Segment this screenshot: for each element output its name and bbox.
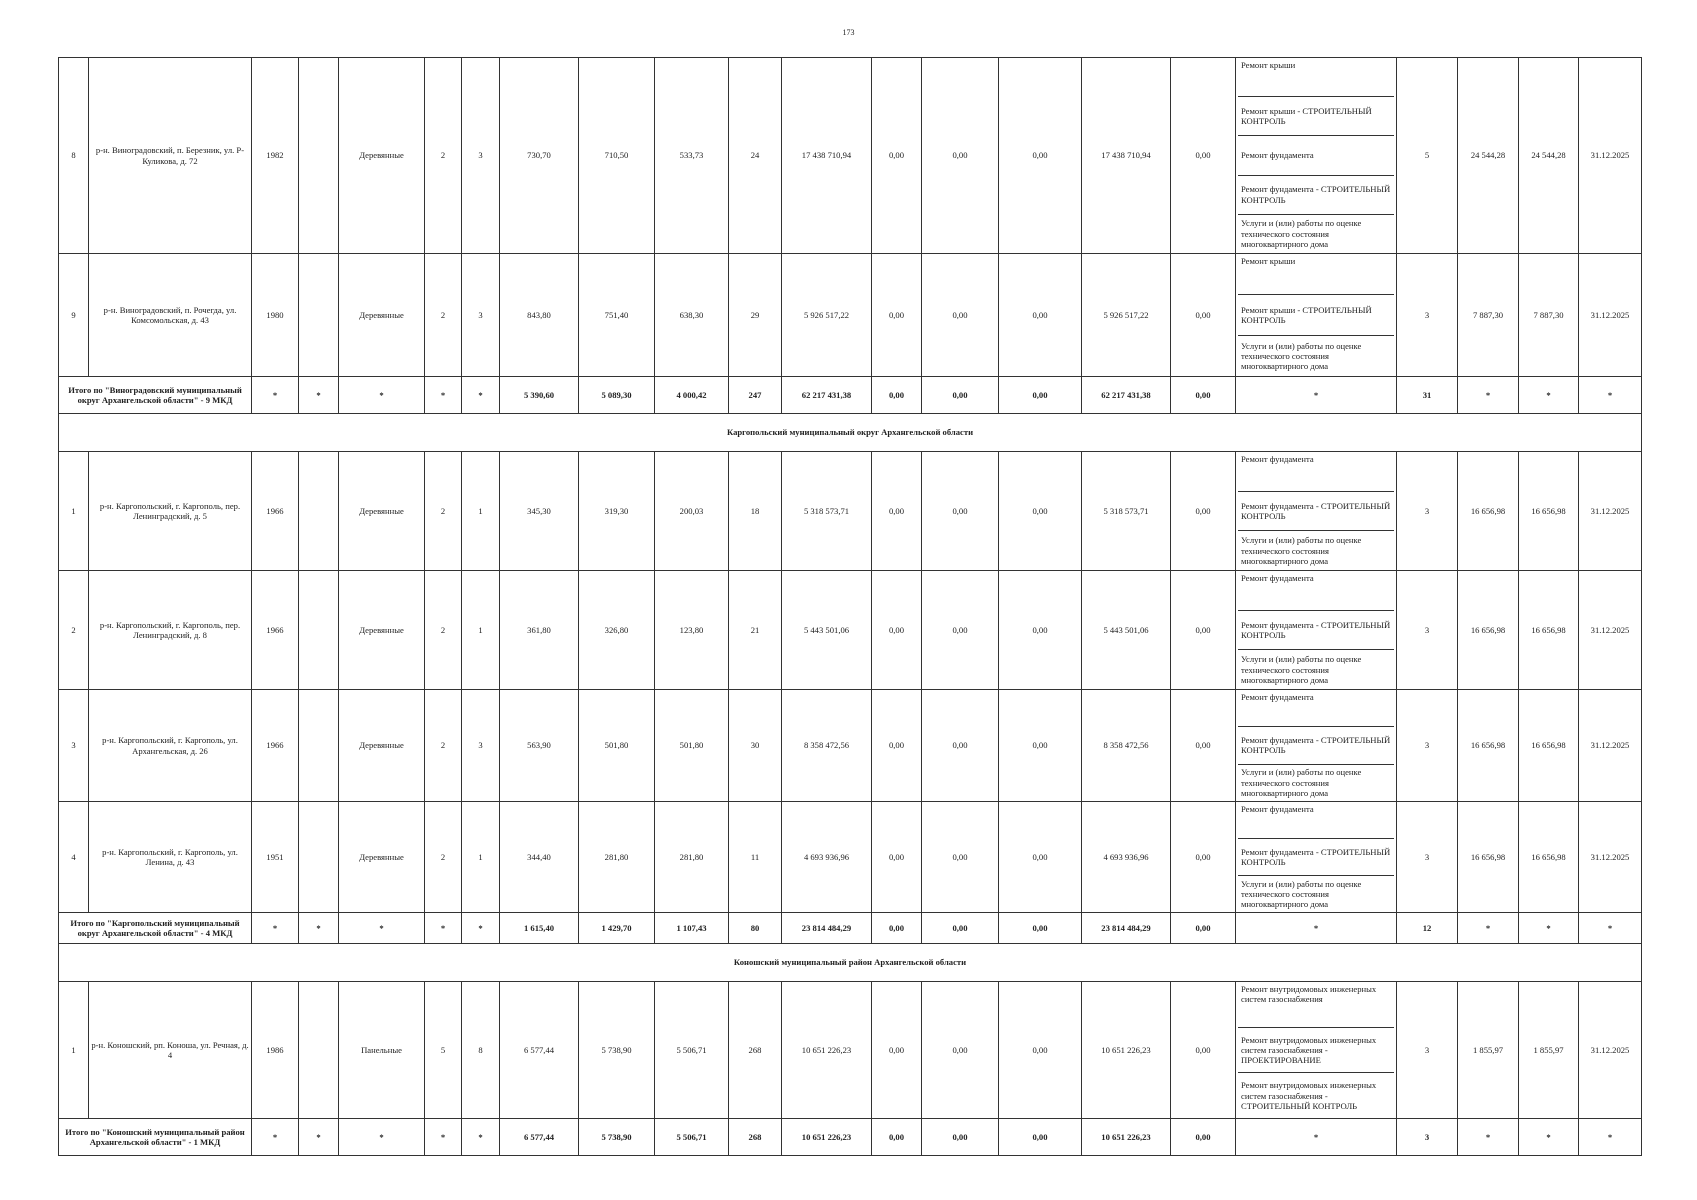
premises-area: 326,80	[579, 571, 655, 690]
funding-regional: 0,00	[922, 571, 999, 690]
star-mark: *	[1519, 913, 1579, 944]
house-address: р-н. Виноградовский, п. Березник, ул. Р-Куликова, д. 72	[89, 58, 252, 254]
commissioning-year: 1986	[252, 982, 299, 1119]
star-mark: *	[1236, 377, 1397, 414]
section-header-row	[59, 944, 1642, 982]
work-item: Ремонт фундамента	[1238, 136, 1394, 175]
total-area: 345,30	[500, 452, 579, 571]
star-mark: *	[1236, 1119, 1397, 1156]
subtotal-label: Итого по "Виноградовский муниципальный округ Архангельской области" - 9 МКД	[59, 377, 252, 414]
funding-owners: 4 693 936,96	[1082, 802, 1171, 913]
works-list-cell	[1236, 58, 1397, 254]
residential-area: 123,80	[655, 571, 729, 690]
unit-cost: 16 656,98	[1458, 452, 1519, 571]
residents-count: 29	[729, 254, 782, 377]
subtotal-residential-area: 4 000,42	[655, 377, 729, 414]
entrances-count: 3	[462, 254, 500, 377]
work-item: Услуги и (или) работы по оценке технического состояния многоквартирного дома	[1241, 535, 1362, 566]
funding-regional: 0,00	[922, 982, 999, 1119]
works-list	[1238, 802, 1394, 912]
total-area: 361,80	[500, 571, 579, 690]
works-list-cell	[1236, 452, 1397, 571]
funding-other: 0,00	[1171, 58, 1236, 254]
empty-cell	[299, 571, 339, 690]
funding-local: 0,00	[999, 58, 1082, 254]
row-number: 8	[59, 58, 89, 254]
star-mark: *	[339, 377, 425, 414]
limit-unit-cost: 16 656,98	[1519, 690, 1579, 802]
star-mark: *	[299, 913, 339, 944]
row-number: 9	[59, 254, 89, 377]
subtotal-label: Итого по "Каргопольский муниципальный округ Архангельской области" - 4 МКД	[59, 913, 252, 944]
work-item: Ремонт фундамента	[1238, 452, 1394, 492]
completion-date: 31.12.2025	[1579, 452, 1642, 571]
funding-other: 0,00	[1171, 571, 1236, 690]
house-row	[59, 802, 1642, 913]
funding-local: 0,00	[999, 690, 1082, 802]
floors-count: 5	[425, 982, 462, 1119]
works-list-cell	[1236, 690, 1397, 802]
work-item: Ремонт фундамента	[1238, 690, 1394, 727]
work-item: Ремонт крыши - СТРОИТЕЛЬНЫЙ КОНТРОЛЬ	[1238, 97, 1394, 136]
work-item: Ремонт крыши - СТРОИТЕЛЬНЫЙ КОНТРОЛЬ	[1238, 295, 1394, 336]
star-mark: *	[299, 377, 339, 414]
commissioning-year: 1966	[252, 571, 299, 690]
unit-cost: 16 656,98	[1458, 690, 1519, 802]
works-count: 3	[1397, 982, 1458, 1119]
total-area: 730,70	[500, 58, 579, 254]
house-row	[59, 452, 1642, 571]
house-address: р-н. Каргопольский, г. Каргополь, пер. Ленинградский, д. 5	[89, 452, 252, 571]
funding-owners: 5 318 573,71	[1082, 452, 1171, 571]
empty-cell	[299, 802, 339, 913]
work-item: Ремонт фундамента	[1238, 802, 1394, 839]
residential-area: 5 506,71	[655, 982, 729, 1119]
residents-count: 21	[729, 571, 782, 690]
star-mark: *	[425, 377, 462, 414]
house-address: р-н. Каргопольский, г. Каргополь, пер. Ленинградский, д. 8	[89, 571, 252, 690]
empty-cell	[299, 452, 339, 571]
completion-date: 31.12.2025	[1579, 58, 1642, 254]
work-item: Услуги и (или) работы по оценке технического состояния многоквартирного дома	[1241, 878, 1362, 910]
entrances-count: 1	[462, 802, 500, 913]
unit-cost: 24 544,28	[1458, 58, 1519, 254]
works-list	[1238, 254, 1394, 376]
residential-area: 638,30	[655, 254, 729, 377]
completion-date: 31.12.2025	[1579, 690, 1642, 802]
funding-federal: 0,00	[872, 690, 922, 802]
register-body	[59, 58, 1642, 1156]
premises-area: 751,40	[579, 254, 655, 377]
works-list	[1238, 58, 1394, 253]
funding-regional: 0,00	[922, 254, 999, 377]
floors-count: 2	[425, 802, 462, 913]
subtotal-cost: 62 217 431,38	[782, 377, 872, 414]
unit-cost: 7 887,30	[1458, 254, 1519, 377]
funding-federal: 0,00	[872, 571, 922, 690]
floors-count: 2	[425, 254, 462, 377]
works-list-cell	[1236, 254, 1397, 377]
work-item: Ремонт фундамента	[1238, 571, 1394, 611]
works-count: 3	[1397, 571, 1458, 690]
wall-material: Деревянные	[339, 254, 425, 377]
residential-area: 281,80	[655, 802, 729, 913]
star-mark: *	[425, 1119, 462, 1156]
star-mark: *	[1579, 913, 1642, 944]
completion-date: 31.12.2025	[1579, 254, 1642, 377]
star-mark: *	[252, 377, 299, 414]
subtotal-works-count: 12	[1397, 913, 1458, 944]
house-row	[59, 254, 1642, 377]
subtotal-funding-other: 0,00	[1171, 913, 1236, 944]
subtotal-residents: 268	[729, 1119, 782, 1156]
subtotal-funding-owners: 62 217 431,38	[1082, 377, 1171, 414]
unit-cost: 16 656,98	[1458, 802, 1519, 913]
funding-federal: 0,00	[872, 58, 922, 254]
premises-area: 501,80	[579, 690, 655, 802]
house-row	[59, 571, 1642, 690]
residents-count: 18	[729, 452, 782, 571]
page-number: 173	[842, 28, 855, 37]
star-mark: *	[425, 913, 462, 944]
completion-date: 31.12.2025	[1579, 802, 1642, 913]
subtotal-funding-other: 0,00	[1171, 377, 1236, 414]
total-area: 6 577,44	[500, 982, 579, 1119]
subtotal-works-count: 31	[1397, 377, 1458, 414]
repair-cost-total: 5 443 501,06	[782, 571, 872, 690]
funding-federal: 0,00	[872, 452, 922, 571]
floors-count: 2	[425, 571, 462, 690]
house-address: р-н. Виноградовский, п. Рочегда, ул. Комсомольская, д. 43	[89, 254, 252, 377]
subtotal-funding-owners: 23 814 484,29	[1082, 913, 1171, 944]
total-area: 843,80	[500, 254, 579, 377]
star-mark: *	[462, 913, 500, 944]
works-count: 3	[1397, 254, 1458, 377]
funding-other: 0,00	[1171, 982, 1236, 1119]
subtotal-residents: 80	[729, 913, 782, 944]
limit-unit-cost: 16 656,98	[1519, 452, 1579, 571]
empty-cell	[299, 58, 339, 254]
star-mark: *	[462, 1119, 500, 1156]
subtotal-cost: 10 651 226,23	[782, 1119, 872, 1156]
work-item: Ремонт крыши	[1238, 254, 1394, 295]
funding-regional: 0,00	[922, 802, 999, 913]
premises-area: 281,80	[579, 802, 655, 913]
works-count: 3	[1397, 690, 1458, 802]
funding-other: 0,00	[1171, 802, 1236, 913]
unit-cost: 1 855,97	[1458, 982, 1519, 1119]
funding-local: 0,00	[999, 452, 1082, 571]
works-list	[1238, 690, 1394, 801]
funding-regional: 0,00	[922, 58, 999, 254]
floors-count: 2	[425, 58, 462, 254]
premises-area: 710,50	[579, 58, 655, 254]
residents-count: 268	[729, 982, 782, 1119]
subtotal-label: Итого по "Коношский муниципальный район Архангельской области" - 1 МКД	[59, 1119, 252, 1156]
star-mark: *	[1236, 913, 1397, 944]
star-mark: *	[252, 1119, 299, 1156]
funding-federal: 0,00	[872, 982, 922, 1119]
subtotal-total-area: 6 577,44	[500, 1119, 579, 1156]
star-mark: *	[1519, 377, 1579, 414]
section-header-row	[59, 414, 1642, 452]
star-mark: *	[339, 913, 425, 944]
subtotal-funding-regional: 0,00	[922, 1119, 999, 1156]
section-title: Каргопольский муниципальный округ Архангельской области	[59, 414, 1642, 452]
row-number: 2	[59, 571, 89, 690]
subtotal-residential-area: 1 107,43	[655, 913, 729, 944]
funding-federal: 0,00	[872, 802, 922, 913]
wall-material: Деревянные	[339, 571, 425, 690]
funding-federal: 0,00	[872, 254, 922, 377]
premises-area: 5 738,90	[579, 982, 655, 1119]
funding-owners: 5 926 517,22	[1082, 254, 1171, 377]
work-item: Ремонт фундамента - СТРОИТЕЛЬНЫЙ КОНТРОЛЬ	[1238, 492, 1394, 532]
subtotal-works-count: 3	[1397, 1119, 1458, 1156]
star-mark: *	[299, 1119, 339, 1156]
work-item: Ремонт крыши	[1238, 58, 1394, 97]
commissioning-year: 1982	[252, 58, 299, 254]
subtotal-total-area: 1 615,40	[500, 913, 579, 944]
entrances-count: 3	[462, 690, 500, 802]
completion-date: 31.12.2025	[1579, 982, 1642, 1119]
work-item: Услуги и (или) работы по оценке технического состояния многоквартирного дома	[1241, 218, 1362, 250]
funding-local: 0,00	[999, 802, 1082, 913]
entrances-count: 1	[462, 571, 500, 690]
house-address: р-н. Каргопольский, г. Каргополь, ул. Архангельская, д. 26	[89, 690, 252, 802]
capital-repair-register-table	[58, 57, 1642, 1156]
repair-cost-total: 10 651 226,23	[782, 982, 872, 1119]
subtotal-row	[59, 913, 1642, 944]
residential-area: 533,73	[655, 58, 729, 254]
house-row	[59, 58, 1642, 254]
funding-owners: 8 358 472,56	[1082, 690, 1171, 802]
subtotal-funding-federal: 0,00	[872, 1119, 922, 1156]
repair-cost-total: 4 693 936,96	[782, 802, 872, 913]
subtotal-row	[59, 1119, 1642, 1156]
wall-material: Деревянные	[339, 802, 425, 913]
subtotal-funding-local: 0,00	[999, 1119, 1082, 1156]
total-area: 563,90	[500, 690, 579, 802]
subtotal-funding-local: 0,00	[999, 913, 1082, 944]
subtotal-funding-regional: 0,00	[922, 913, 999, 944]
subtotal-premises-area: 5 089,30	[579, 377, 655, 414]
funding-owners: 17 438 710,94	[1082, 58, 1171, 254]
star-mark: *	[339, 1119, 425, 1156]
residential-area: 200,03	[655, 452, 729, 571]
works-count: 5	[1397, 58, 1458, 254]
entrances-count: 1	[462, 452, 500, 571]
limit-unit-cost: 1 855,97	[1519, 982, 1579, 1119]
commissioning-year: 1980	[252, 254, 299, 377]
subtotal-residential-area: 5 506,71	[655, 1119, 729, 1156]
works-list-cell	[1236, 571, 1397, 690]
subtotal-funding-other: 0,00	[1171, 1119, 1236, 1156]
residents-count: 24	[729, 58, 782, 254]
work-item: Ремонт фундамента - СТРОИТЕЛЬНЫЙ КОНТРОЛЬ	[1238, 839, 1394, 876]
subtotal-funding-federal: 0,00	[872, 377, 922, 414]
subtotal-funding-local: 0,00	[999, 377, 1082, 414]
star-mark: *	[1458, 913, 1519, 944]
star-mark: *	[462, 377, 500, 414]
subtotal-funding-federal: 0,00	[872, 913, 922, 944]
wall-material: Деревянные	[339, 452, 425, 571]
empty-cell	[299, 690, 339, 802]
works-count: 3	[1397, 452, 1458, 571]
repair-cost-total: 8 358 472,56	[782, 690, 872, 802]
works-list	[1238, 571, 1394, 689]
funding-other: 0,00	[1171, 690, 1236, 802]
repair-cost-total: 5 926 517,22	[782, 254, 872, 377]
commissioning-year: 1951	[252, 802, 299, 913]
funding-owners: 10 651 226,23	[1082, 982, 1171, 1119]
floors-count: 2	[425, 690, 462, 802]
floors-count: 2	[425, 452, 462, 571]
row-number: 1	[59, 982, 89, 1119]
empty-cell	[299, 982, 339, 1119]
subtotal-funding-regional: 0,00	[922, 377, 999, 414]
empty-cell	[299, 254, 339, 377]
completion-date: 31.12.2025	[1579, 571, 1642, 690]
funding-regional: 0,00	[922, 690, 999, 802]
repair-cost-total: 5 318 573,71	[782, 452, 872, 571]
work-item: Услуги и (или) работы по оценке технического состояния многоквартирного дома	[1241, 767, 1362, 798]
works-list	[1238, 982, 1394, 1118]
star-mark: *	[252, 913, 299, 944]
house-row	[59, 690, 1642, 802]
subtotal-cost: 23 814 484,29	[782, 913, 872, 944]
commissioning-year: 1966	[252, 452, 299, 571]
subtotal-premises-area: 5 738,90	[579, 1119, 655, 1156]
row-number: 4	[59, 802, 89, 913]
works-list	[1238, 452, 1394, 570]
star-mark: *	[1458, 377, 1519, 414]
work-item: Услуги и (или) работы по оценке технического состояния многоквартирного дома	[1241, 654, 1362, 685]
subtotal-residents: 247	[729, 377, 782, 414]
star-mark: *	[1519, 1119, 1579, 1156]
house-address: р-н. Каргопольский, г. Каргополь, ул. Ленина, д. 43	[89, 802, 252, 913]
repair-cost-total: 17 438 710,94	[782, 58, 872, 254]
residential-area: 501,80	[655, 690, 729, 802]
funding-owners: 5 443 501,06	[1082, 571, 1171, 690]
commissioning-year: 1966	[252, 690, 299, 802]
funding-local: 0,00	[999, 254, 1082, 377]
work-item: Ремонт внутридомовых инженерных систем газоснабжения	[1238, 982, 1394, 1028]
premises-area: 319,30	[579, 452, 655, 571]
wall-material: Панельные	[339, 982, 425, 1119]
limit-unit-cost: 7 887,30	[1519, 254, 1579, 377]
works-list-cell	[1236, 982, 1397, 1119]
wall-material: Деревянные	[339, 690, 425, 802]
work-item: Ремонт фундамента - СТРОИТЕЛЬНЫЙ КОНТРОЛЬ	[1238, 727, 1394, 764]
star-mark: *	[1579, 377, 1642, 414]
subtotal-total-area: 5 390,60	[500, 377, 579, 414]
section-title: Коношский муниципальный район Архангельской области	[59, 944, 1642, 982]
total-area: 344,40	[500, 802, 579, 913]
row-number: 1	[59, 452, 89, 571]
work-item: Ремонт внутридомовых инженерных систем газоснабжения - ПРОЕКТИРОВАНИЕ	[1238, 1028, 1394, 1074]
subtotal-premises-area: 1 429,70	[579, 913, 655, 944]
limit-unit-cost: 16 656,98	[1519, 802, 1579, 913]
subtotal-funding-owners: 10 651 226,23	[1082, 1119, 1171, 1156]
funding-regional: 0,00	[922, 452, 999, 571]
wall-material: Деревянные	[339, 58, 425, 254]
works-count: 3	[1397, 802, 1458, 913]
work-item: Ремонт фундамента - СТРОИТЕЛЬНЫЙ КОНТРОЛЬ	[1238, 176, 1394, 215]
subtotal-row	[59, 377, 1642, 414]
house-row	[59, 982, 1642, 1119]
funding-local: 0,00	[999, 571, 1082, 690]
residents-count: 30	[729, 690, 782, 802]
funding-other: 0,00	[1171, 452, 1236, 571]
funding-other: 0,00	[1171, 254, 1236, 377]
residents-count: 11	[729, 802, 782, 913]
limit-unit-cost: 24 544,28	[1519, 58, 1579, 254]
unit-cost: 16 656,98	[1458, 571, 1519, 690]
work-item: Ремонт фундамента - СТРОИТЕЛЬНЫЙ КОНТРОЛЬ	[1238, 611, 1394, 651]
star-mark: *	[1458, 1119, 1519, 1156]
funding-local: 0,00	[999, 982, 1082, 1119]
works-list-cell	[1236, 802, 1397, 913]
limit-unit-cost: 16 656,98	[1519, 571, 1579, 690]
entrances-count: 3	[462, 58, 500, 254]
entrances-count: 8	[462, 982, 500, 1119]
house-address: р-н. Коношский, рп. Коноша, ул. Речная, д. 4	[89, 982, 252, 1119]
row-number: 3	[59, 690, 89, 802]
star-mark: *	[1579, 1119, 1642, 1156]
work-item: Ремонт внутридомовых инженерных систем газоснабжения - СТРОИТЕЛЬНЫЙ КОНТРОЛЬ	[1241, 1080, 1377, 1111]
work-item: Услуги и (или) работы по оценке технического состояния многоквартирного дома	[1241, 340, 1362, 372]
